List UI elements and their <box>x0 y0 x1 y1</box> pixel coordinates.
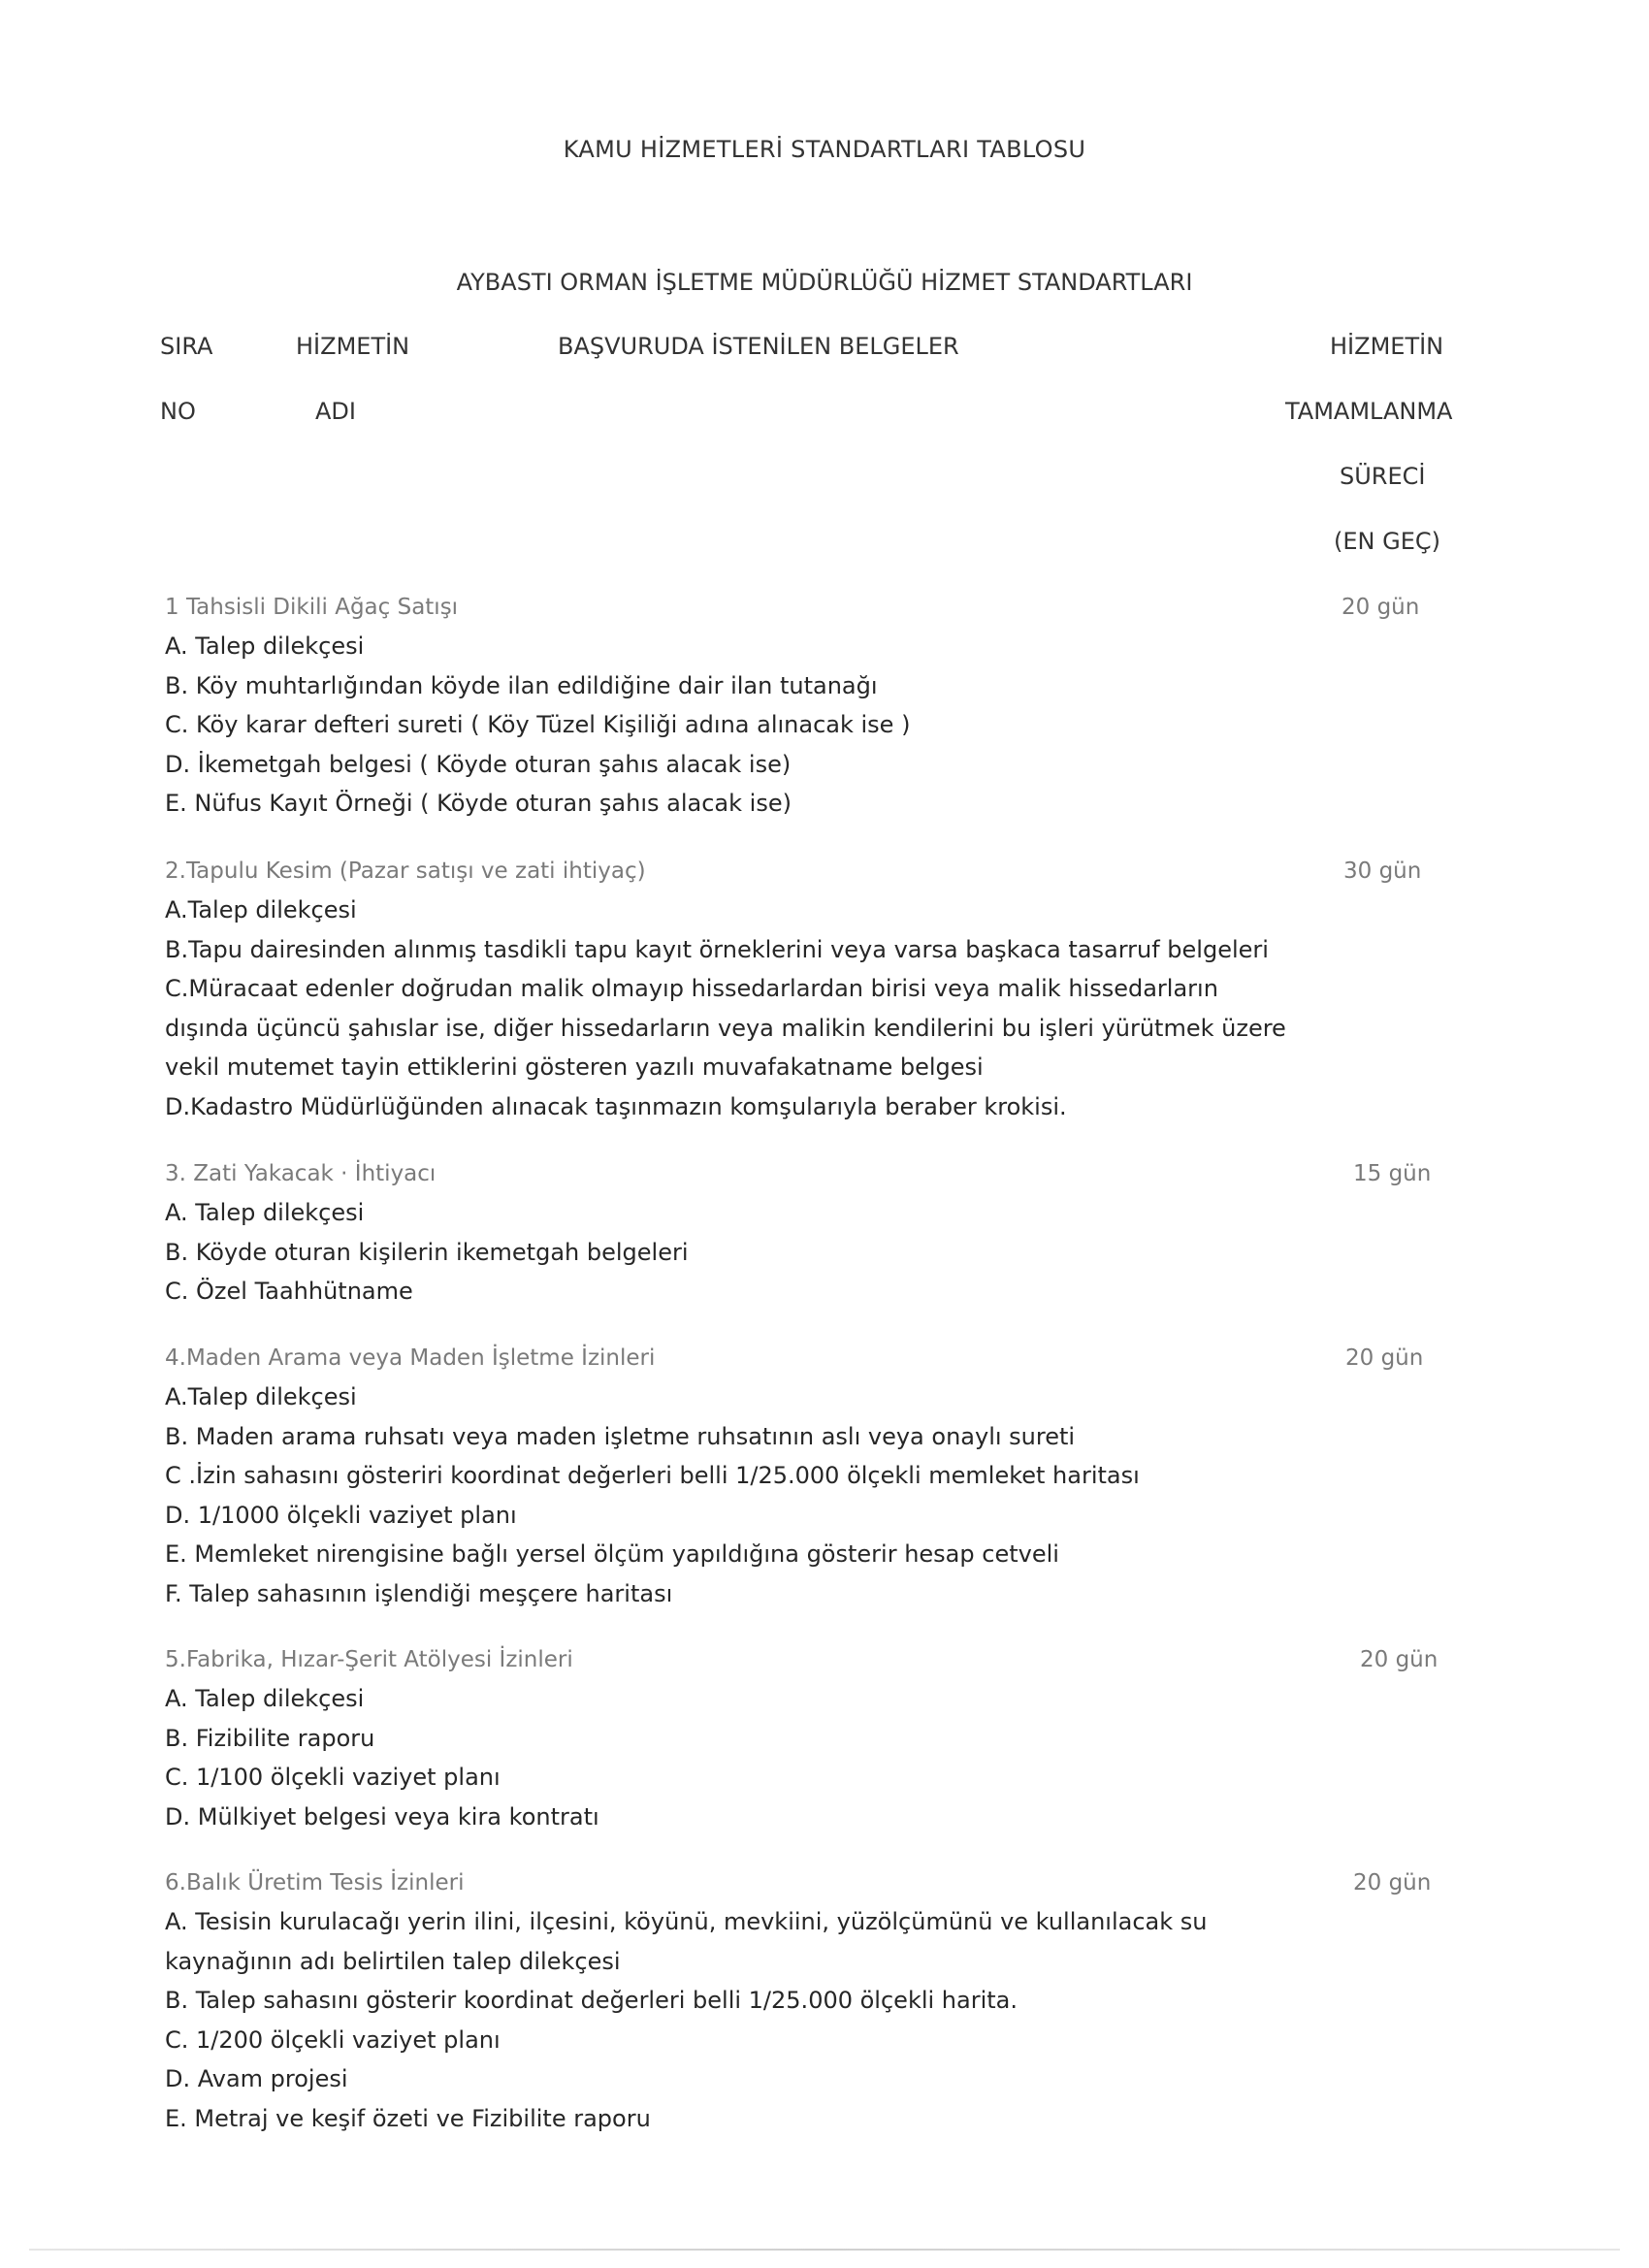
service-section-2 <box>165 852 1504 1126</box>
column-header-hizmetin-duration: HİZMETİN <box>1330 333 1444 360</box>
document-line: C. Özel Taahhütname <box>165 1278 413 1305</box>
document-line: D.Kadastro Müdürlüğünden alınacak taşınmazın komşularıyla beraber krokisi. <box>165 1092 1067 1120</box>
service-section-6 <box>165 1863 1504 2138</box>
service-section-5 <box>165 1640 1504 1836</box>
column-header-belgeler: BAŞVURUDA İSTENİLEN BELGELER <box>558 333 959 360</box>
document-line: D. İkemetgah belgesi ( Köyde oturan şahıs alacak ise) <box>165 750 792 778</box>
document-line: D. Avam projesi <box>165 2065 348 2092</box>
service-duration: 20 gün <box>1345 1345 1424 1371</box>
document-line: D. Mülkiyet belgesi veya kira kontratı <box>165 1802 599 1831</box>
document-line: E. Metraj ve keşif özeti ve Fizibilite raporu <box>165 2104 651 2132</box>
document-line: vekil mutemet tayin ettiklerini gösteren yazılı muvafakatname belgesi <box>165 1053 984 1081</box>
service-section-3 <box>165 1154 1504 1312</box>
service-duration: 30 gün <box>1343 859 1422 884</box>
document-line: C. 1/100 ölçekli vaziyet planı <box>165 1764 501 1791</box>
column-header-sureci: SÜRECİ <box>1340 463 1426 490</box>
scan-edge-line <box>29 2249 1620 2251</box>
document-line: C.Müracaat edenler doğrudan malik olmayıp hissedarlardan birisi veya malik hissedarların <box>165 975 1218 1002</box>
document-line: C. 1/200 ölçekli vaziyet planı <box>165 2025 501 2054</box>
service-duration: 20 gün <box>1353 1870 1432 1895</box>
column-header-no: NO <box>160 398 196 425</box>
column-header-sira: SIRA <box>160 333 213 360</box>
service-title: 1 Tahsisli Dikili Ağaç Satışı <box>165 595 459 620</box>
document-line: B. Fizibilite raporu <box>165 1724 375 1752</box>
document-line: A.Talep dilekçesi <box>165 1383 357 1410</box>
document-line: E. Memleket nirengisine bağlı yersel ölçüm yapıldığına gösterir hesap cetveli <box>165 1540 1059 1568</box>
document-line: dışında üçüncü şahıslar ise, diğer hissedarların veya malikin kendilerini bu işleri yürütmek üzere <box>165 1014 1286 1042</box>
document-subtitle: AYBASTI ORMAN İŞLETME MÜDÜRLÜĞÜ HİZMET STANDARTLARI <box>456 269 1193 296</box>
service-section-1 <box>165 588 1504 824</box>
service-title: 4.Maden Arama veya Maden İşletme İzinleri <box>165 1345 656 1371</box>
document-line: D. 1/1000 ölçekli vaziyet planı <box>165 1501 517 1529</box>
document-line: B. Köyde oturan kişilerin ikemetgah belgeleri <box>165 1238 689 1266</box>
document-line: B. Maden arama ruhsatı veya maden işletme ruhsatının aslı veya onaylı sureti <box>165 1422 1076 1450</box>
document-line: A. Talep dilekçesi <box>165 632 365 660</box>
document-line: A. Talep dilekçesi <box>165 1199 365 1226</box>
document-line: A. Tesisin kurulacağı yerin ilini, ilçesini, köyünü, mevkiini, yüzölçümünü ve kullanılacak su <box>165 1908 1208 1935</box>
column-header-tamamlanma: TAMAMLANMA <box>1285 398 1453 425</box>
document-line: A.Talep dilekçesi <box>165 896 357 923</box>
document-line: E. Nüfus Kayıt Örneği ( Köyde oturan şahıs alacak ise) <box>165 790 792 817</box>
service-duration: 20 gün <box>1342 595 1420 620</box>
service-title: 5.Fabrika, Hızar-Şerit Atölyesi İzinleri <box>165 1647 573 1672</box>
document-line: kaynağının adı belirtilen talep dilekçesi <box>165 1947 621 1975</box>
column-header-adi: ADI <box>315 398 356 425</box>
column-header-en-gec: (EN GEÇ) <box>1334 528 1440 555</box>
document-title: KAMU HİZMETLERİ STANDARTLARI TABLOSU <box>563 136 1086 163</box>
document-line: F. Talep sahasının işlendiği meşçere haritası <box>165 1579 673 1607</box>
document-line: B.Tapu dairesinden alınmış tasdikli tapu kayıt örneklerini veya varsa başkaca tasarruf belgeleri <box>165 935 1269 963</box>
service-section-4 <box>165 1339 1504 1613</box>
document-line: C .İzin sahasını gösteriri koordinat değerleri belli 1/25.000 ölçekli memleket haritası <box>165 1462 1140 1489</box>
document-line: B. Köy muhtarlığından köyde ilan edildiğine dair ilan tutanağı <box>165 671 878 699</box>
service-title: 3. Zati Yakacak · İhtiyacı <box>165 1161 436 1186</box>
column-header-hizmetin: HİZMETİN <box>296 333 410 360</box>
document-line: B. Talep sahasını gösterir koordinat değerleri belli 1/25.000 ölçekli harita. <box>165 1987 1018 2014</box>
service-duration: 15 gün <box>1353 1161 1432 1186</box>
document-line: C. Köy karar defteri sureti ( Köy Tüzel Kişiliği adına alınacak ise ) <box>165 711 911 738</box>
document-line: A. Talep dilekçesi <box>165 1685 365 1712</box>
service-title: 6.Balık Üretim Tesis İzinleri <box>165 1870 465 1895</box>
service-duration: 20 gün <box>1360 1647 1439 1672</box>
service-title: 2.Tapulu Kesim (Pazar satışı ve zati ihtiyaç) <box>165 859 646 884</box>
